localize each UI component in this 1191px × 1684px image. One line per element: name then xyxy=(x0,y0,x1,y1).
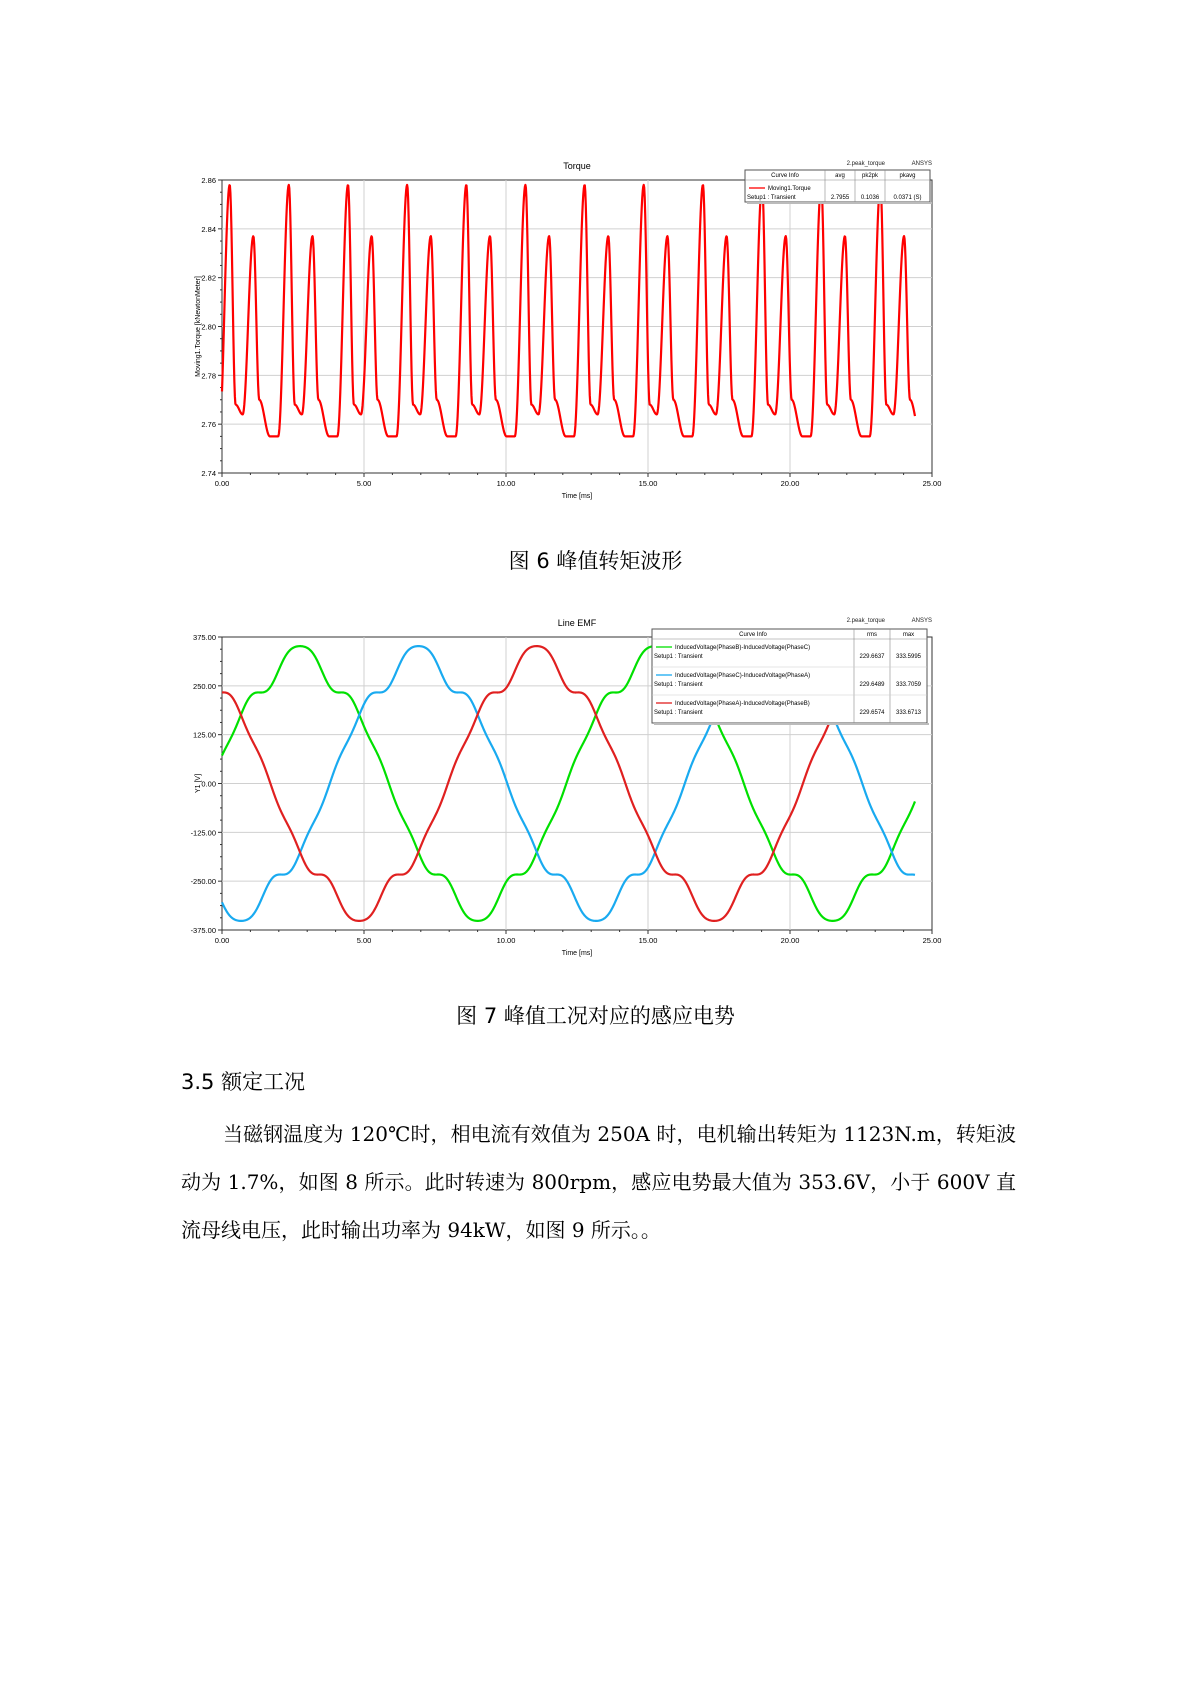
y-tick-label: -125.00 xyxy=(190,828,216,838)
y-tick-label: 2.82 xyxy=(201,273,216,283)
x-tick-label: 15.00 xyxy=(638,479,658,488)
x-axis-label: Time [ms] xyxy=(561,493,593,500)
legend-value: 0.0371 (S) xyxy=(893,195,922,201)
legend-header: pkavg xyxy=(899,173,916,179)
legend-series-name: InducedVoltage(PhaseB)-InducedVoltage(PhaseC) xyxy=(675,645,811,651)
legend-header: max xyxy=(902,632,915,638)
legend-header: Curve Info xyxy=(739,632,767,638)
y-tick-label: 125.00 xyxy=(193,730,216,740)
x-tick-label: 20.00 xyxy=(780,479,800,488)
y-tick-label: 2.80 xyxy=(201,322,216,332)
x-tick-label: 15.00 xyxy=(638,936,658,945)
x-axis-label: Time [ms] xyxy=(561,950,593,957)
legend-header: pk2pk xyxy=(861,173,879,179)
y-tick-label: -375.00 xyxy=(190,926,216,935)
x-tick-label: 10.00 xyxy=(496,936,516,945)
legend-value: 0.1036 xyxy=(860,195,880,201)
y-axis-label: Y1 [V] xyxy=(195,773,202,794)
figure-7-caption: 图 7 峰值工况对应的感应电势 xyxy=(456,1004,735,1028)
y-axis-label: Moving1.Torque [kNewtonMeter] xyxy=(195,276,202,377)
legend-box xyxy=(652,629,929,725)
y-tick-label: 250.00 xyxy=(193,681,216,691)
legend-value: 333.7059 xyxy=(895,682,922,688)
y-tick-label: 2.86 xyxy=(201,176,216,185)
legend-shadow xyxy=(654,723,929,725)
chart-header-note: 2.peak_torque xyxy=(846,618,885,624)
y-tick-label: 2.74 xyxy=(201,469,216,478)
chart-title: Torque xyxy=(563,161,591,171)
chart-title: Line EMF xyxy=(557,618,597,628)
legend-setup: Setup1 : Transient xyxy=(654,682,703,688)
x-tick-label: 5.00 xyxy=(356,479,372,488)
y-tick-label: 0.00 xyxy=(201,779,216,789)
legend-header: Curve Info xyxy=(771,173,799,179)
torque-chart xyxy=(190,155,1020,535)
legend-header: rms xyxy=(867,632,877,638)
ansys-logo-text: ANSYS xyxy=(911,618,932,624)
body-paragraph xyxy=(181,1110,1016,1254)
line-emf-chart xyxy=(190,612,1020,992)
legend-header: avg xyxy=(835,173,845,179)
x-tick-label: 10.00 xyxy=(496,479,516,488)
legend-setup: Setup1 : Transient xyxy=(747,195,796,201)
legend-value: 229.6489 xyxy=(859,682,885,688)
body-paragraph-text: 当磁钢温度为 120℃时，相电流有效值为 250A 时，电机输出转矩为 1123N.m，转矩波动为 1.7%，如图 8 所示。此时转速为 800rpm，感应电势最大值为 353.6V，小于 600V 直流母线电压，此时输出功率为 94kW，如图 9 所示。。 xyxy=(181,1122,1016,1242)
y-tick-label: 2.78 xyxy=(201,371,216,381)
figure-6-caption: 图 6 峰值转矩波形 xyxy=(508,549,683,573)
ansys-logo-text: ANSYS xyxy=(911,161,932,167)
y-tick-label: 2.84 xyxy=(201,224,216,234)
y-tick-label: 2.76 xyxy=(201,420,216,430)
legend-value: 229.6574 xyxy=(859,710,885,716)
x-tick-label: 25.00 xyxy=(922,479,942,488)
y-tick-label: 375.00 xyxy=(193,633,216,642)
x-tick-label: 20.00 xyxy=(780,936,800,945)
legend-value: 333.5995 xyxy=(895,654,922,660)
legend-value: 333.6713 xyxy=(895,710,922,716)
legend-series-name: InducedVoltage(PhaseC)-InducedVoltage(PhaseA) xyxy=(675,673,811,679)
chart-header-note: 2.peak_torque xyxy=(846,161,885,167)
x-tick-label: 0.00 xyxy=(214,936,230,945)
section-heading: 3.5 额定工况 xyxy=(181,1070,306,1094)
legend-shadow xyxy=(747,202,932,204)
x-tick-label: 25.00 xyxy=(922,936,942,945)
x-tick-label: 0.00 xyxy=(214,479,230,488)
legend-setup: Setup1 : Transient xyxy=(654,710,703,716)
legend-box xyxy=(745,170,932,204)
legend-value: 2.7955 xyxy=(830,195,850,201)
legend-value: 229.6637 xyxy=(859,654,885,660)
x-tick-label: 5.00 xyxy=(356,936,372,945)
legend-setup: Setup1 : Transient xyxy=(654,654,703,660)
legend-series-name: InducedVoltage(PhaseA)-InducedVoltage(PhaseB) xyxy=(675,701,810,707)
y-tick-label: -250.00 xyxy=(190,877,216,887)
legend-series-name: Moving1.Torque xyxy=(768,186,811,192)
